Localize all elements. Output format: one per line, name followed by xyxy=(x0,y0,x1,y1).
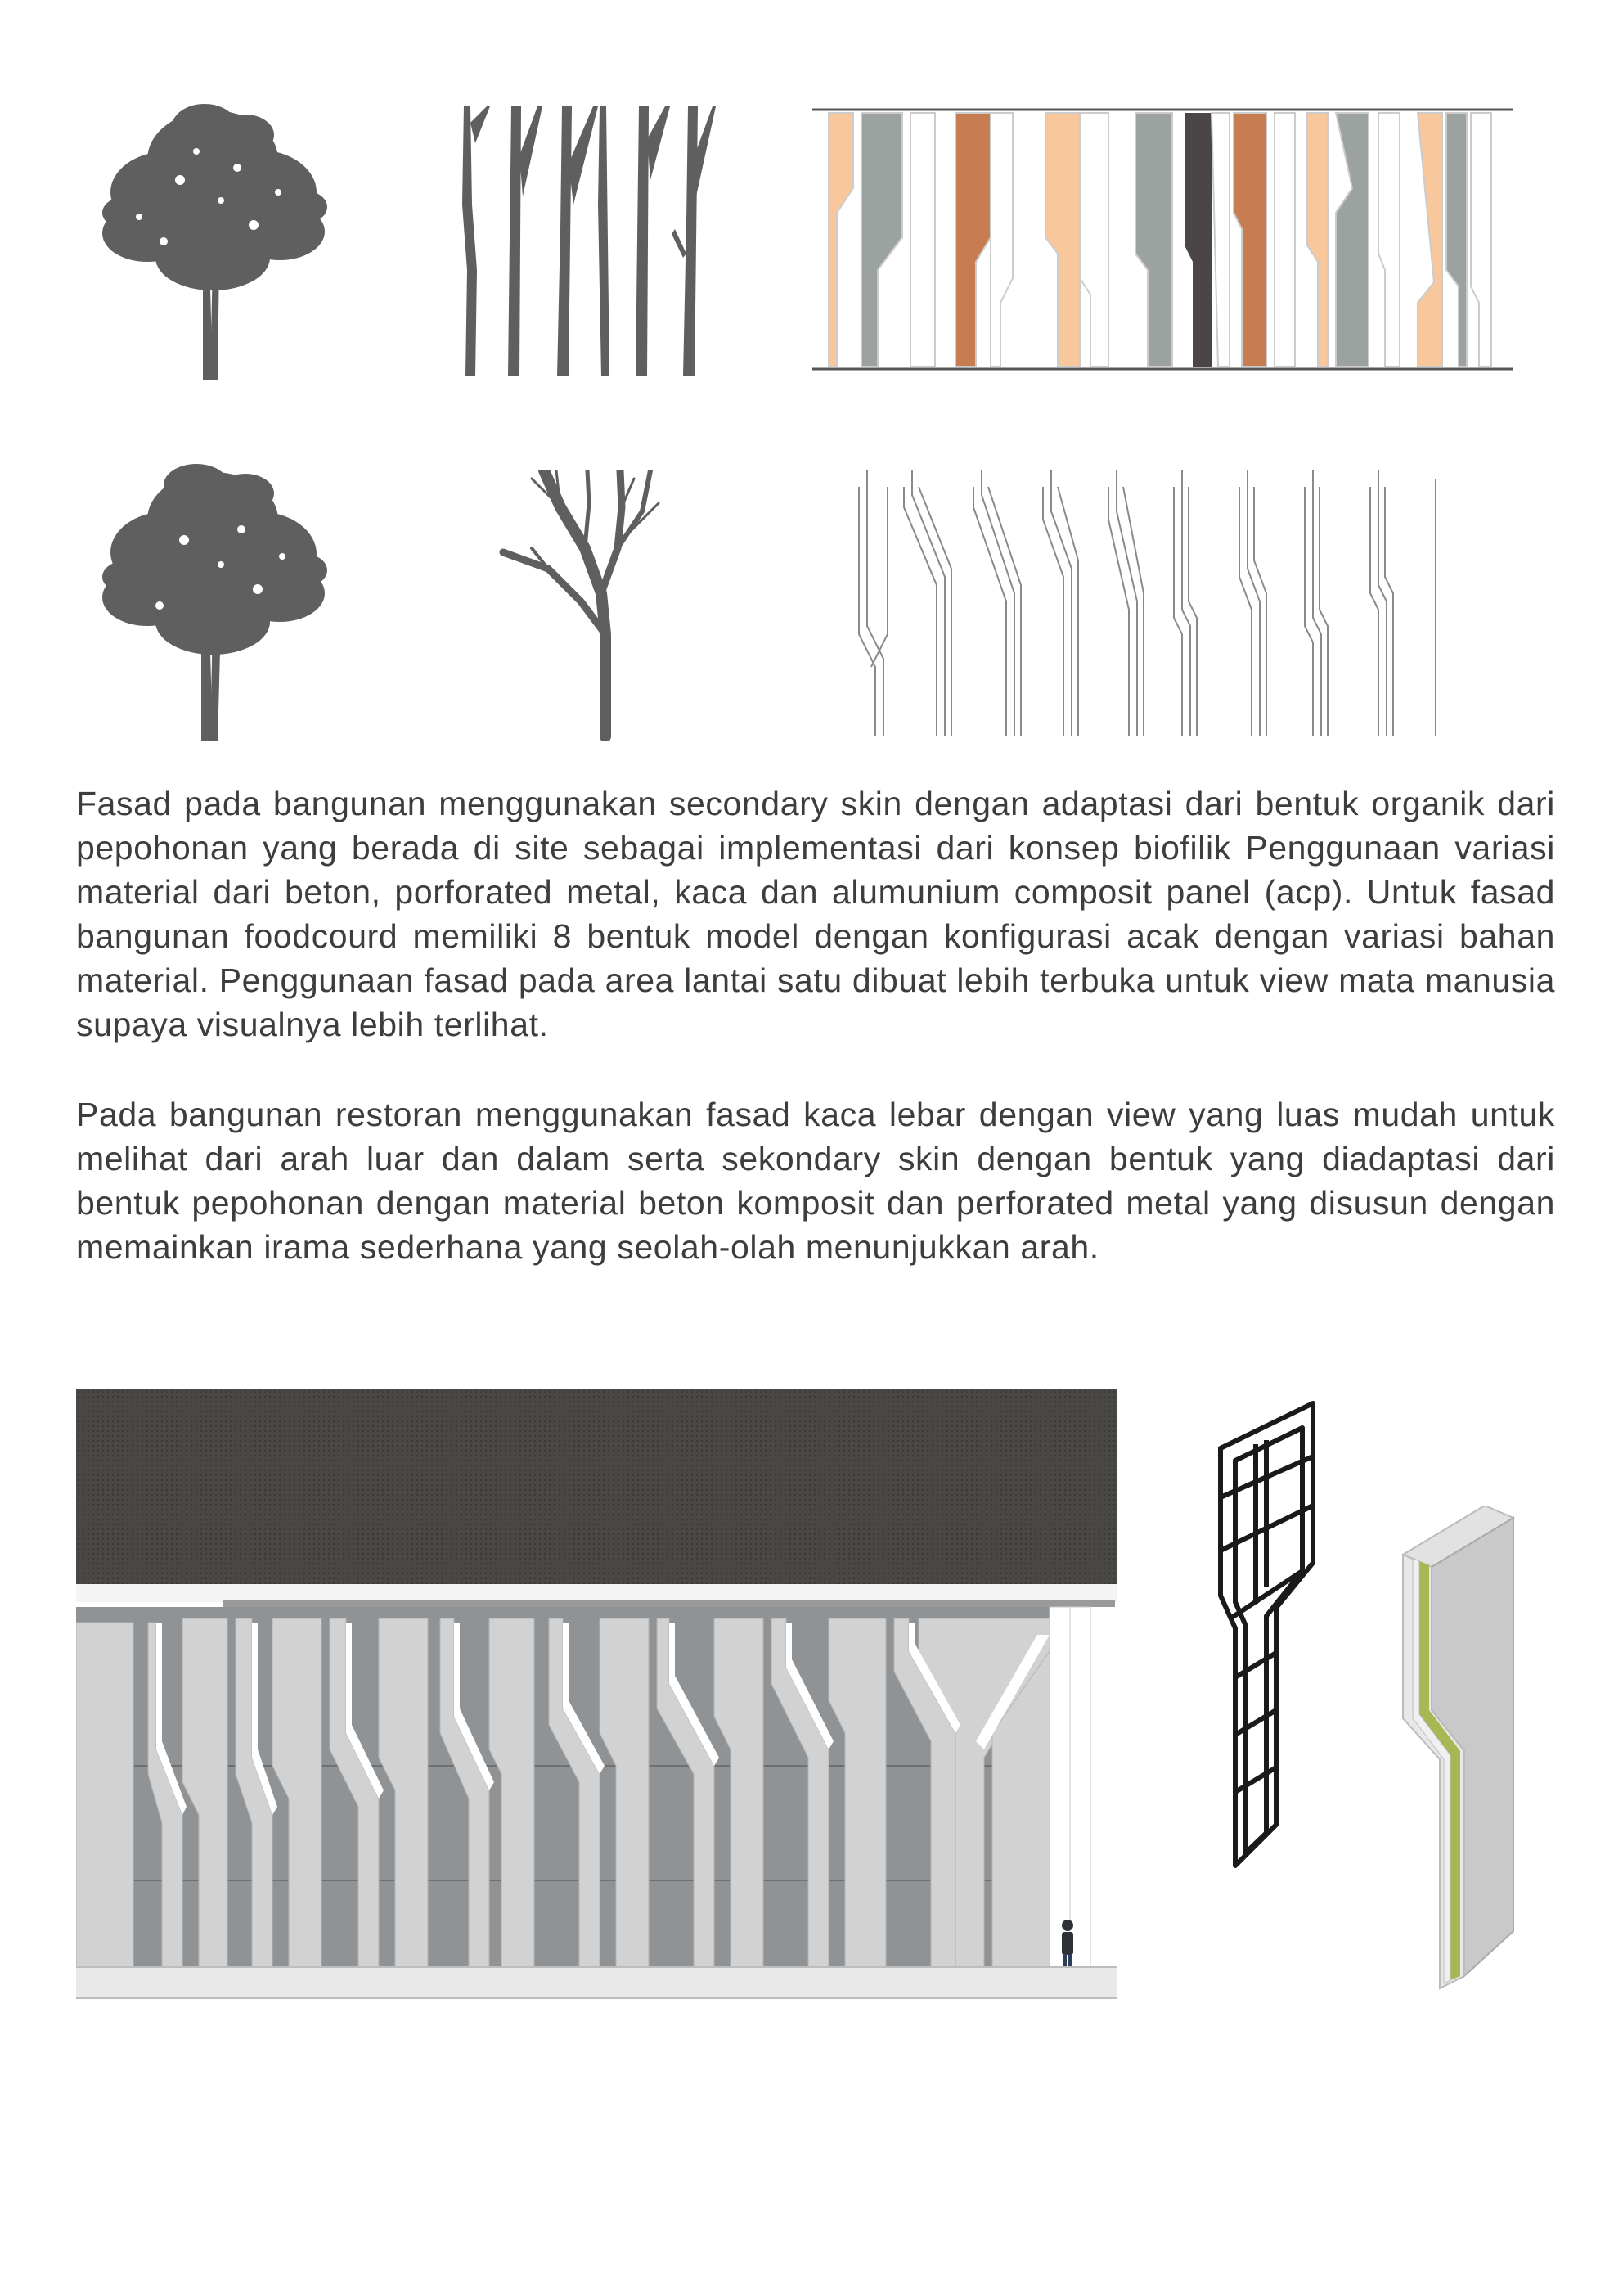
paragraph-restaurant-description: Pada bangunan restoran menggunakan fasad kaca lebar dengan view yang luas mudah untuk melihat dari arah luar dan dalam serta sekondary skin dengan bentuk yang diadaptasi dari bentuk pepohonan dengan material beton komposit dan perforated metal yang disusun dengan memainkan irama sederhana yang seolah-olah menunjukkan arah. xyxy=(76,1096,1555,1266)
restaurant-facade-elevation xyxy=(76,1389,1117,2024)
tree-trunks-icon xyxy=(446,106,716,376)
perforated-metal-frame-module xyxy=(1211,1399,1329,1874)
branching-tree-icon xyxy=(499,470,663,741)
paragraph-facade-description: Fasad pada bangunan menggunakan secondary skin dengan adaptasi dari bentuk organik dari pepohonan yang berada di site sebagai implementasi dari konsep biofilik Penggunaan variasi material dari beton, porforated metal, kaca dan alumunium composit panel (acp). Untuk fasad bangunan foodcourd memiliki 8 bentuk model dengan konfigurasi acak dengan variasi bahan material. Penggunaan fasad pada area lantai satu dibuat lebih terbuka untuk view mata manusia supaya visualnya lebih terlihat. xyxy=(76,785,1555,1043)
line-facade-diagram xyxy=(855,470,1468,741)
colored-facade-panels-diagram xyxy=(812,106,1513,372)
composite-concrete-panel-module xyxy=(1395,1506,1517,1997)
tree-silhouette-1-icon xyxy=(90,102,335,385)
tree-silhouette-2-icon xyxy=(90,462,335,745)
